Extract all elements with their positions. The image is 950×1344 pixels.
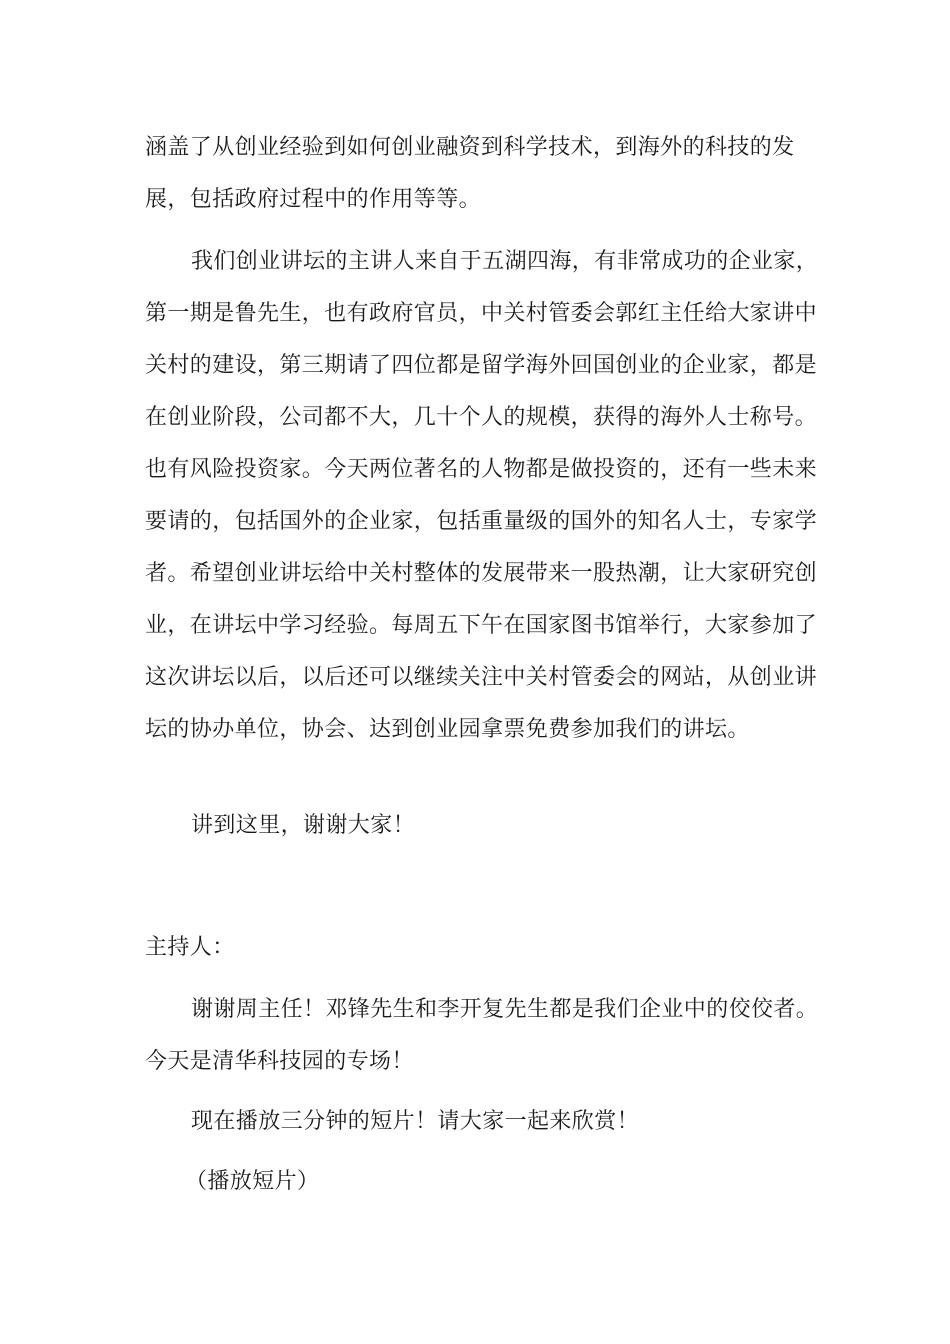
paragraph-host-remarks: 谢谢周主任！邓锋先生和李开复先生都是我们企业中的佼佼者。今天是清华科技园的专场！	[145, 997, 819, 1074]
paragraph-video-intro: 现在播放三分钟的短片！请大家一起来欣赏！	[191, 1109, 640, 1134]
paragraph-thanks: 讲到这里，谢谢大家！	[191, 813, 416, 838]
speaker-label: 主持人：	[145, 935, 235, 960]
paragraph-funding-topics: 涵盖了从创业经验到如何创业融资到科学技术，到海外的科技的发展，包括政府过程中的作用等等。	[145, 135, 795, 212]
stage-direction: （播放短片）	[185, 1169, 320, 1194]
paragraph-speakers: 我们创业讲坛的主讲人来自于五湖四海，有非常成功的企业家，第一期是鲁先生，也有政府官员，中关村管委会郭红主任给大家讲中关村的建设，第三期请了四位都是留学海外回国创业的企业家，都是在创业阶段，公司都不大，几十个人的规模，获得的海外人士称号。也有风险投资家。今天两位著名的人物都是做投资的，还有一些未来要请的，包括国外的企业家，包括重量级的国外的知名人士，专家学者。希望创业讲坛给中关村整体的发展带来一股热潮，让大家研究创业，在讲坛中学习经验。每周五下午在国家图书馆举行，大家参加了这次讲坛以后，以后还可以继续关注中关村管委会的网站，从创业讲坛的协办单位，协会、达到创业园拿票免费参加我们的讲坛。	[145, 249, 819, 742]
